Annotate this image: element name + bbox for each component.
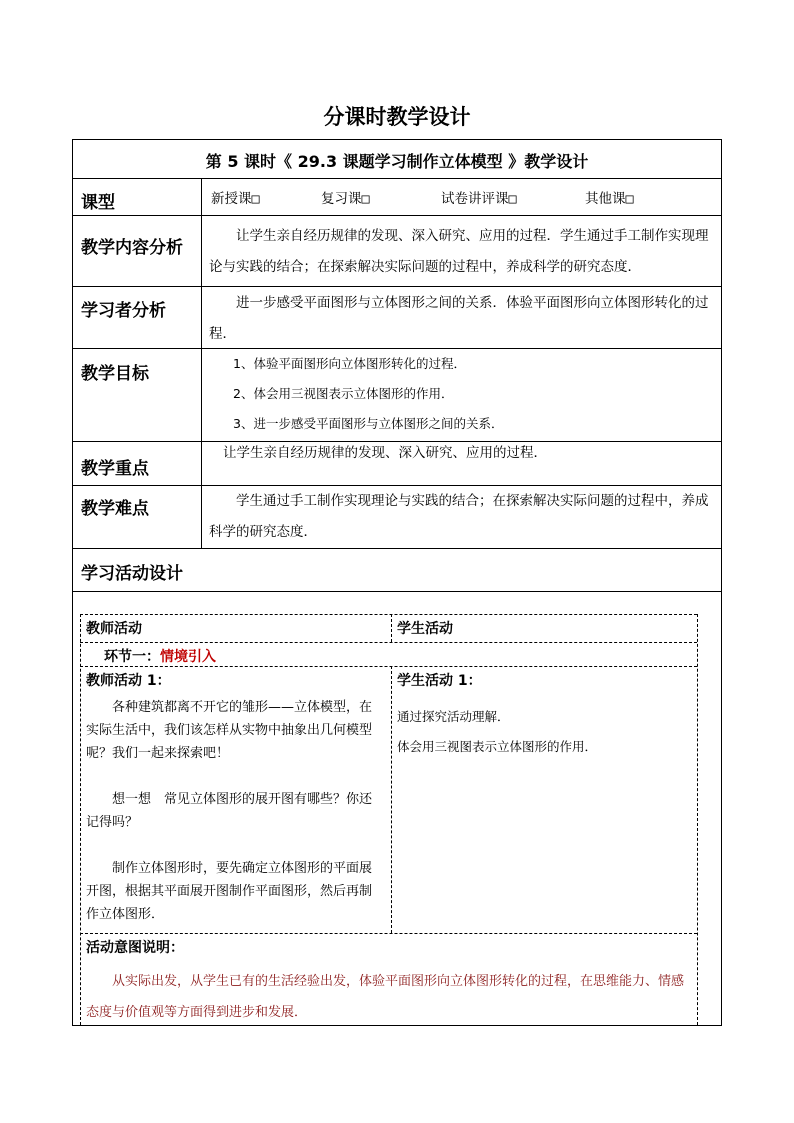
learner-analysis-text: 进一步感受平面图形与立体图形之间的关系．体验平面图形向立体图形转化的过程． bbox=[209, 295, 709, 342]
segment-title: 环节一：情境引入 bbox=[104, 649, 216, 665]
goal-item: 2、体会用三视图表示立体图形的作用． bbox=[233, 386, 454, 401]
option-review: 复习课□ bbox=[321, 191, 370, 207]
content-analysis-text: 让学生亲自经历规律的发现、深入研究、应用的过程．学生通过手工制作实现理论与实践的结合；在探索解决实际问题的过程中，养成科学的研究态度． bbox=[209, 228, 709, 275]
learner-analysis-label: 学习者分析 bbox=[81, 301, 166, 321]
intent-title: 活动意图说明： bbox=[86, 940, 184, 956]
key-points-row bbox=[72, 442, 722, 486]
activity-design-label: 学习活动设计 bbox=[81, 564, 183, 584]
learner-analysis-row bbox=[72, 287, 722, 349]
lesson-header bbox=[72, 139, 722, 179]
goals-label: 教学目标 bbox=[81, 364, 149, 384]
goals-list bbox=[233, 349, 713, 439]
option-new: 新授课□ bbox=[211, 191, 260, 207]
teacher-activity-content bbox=[86, 696, 384, 926]
teacher-paragraph: 想一想 常见立体图形的展开图有哪些？你还记得吗？ bbox=[86, 792, 373, 830]
option-other: 其他课□ bbox=[585, 191, 634, 207]
teacher-activity-header: 教师活动 bbox=[86, 621, 142, 637]
goal-item: 3、进一步感受平面图形与立体图形之间的关系． bbox=[233, 416, 504, 431]
goals-row bbox=[72, 349, 722, 442]
key-points-text: 让学生亲自经历规律的发现、深入研究、应用的过程． bbox=[223, 445, 547, 461]
lesson-type-label: 课型 bbox=[81, 193, 115, 213]
teacher-paragraph: 制作立体图形时，要先确定立体图形的平面展开图，根据其平面展开图制作平面图形，然后再制作立体图形． bbox=[86, 861, 373, 922]
student-activity-content bbox=[397, 702, 689, 762]
page-title: 分课时教学设计 bbox=[323, 104, 471, 129]
content-analysis-label: 教学内容分析 bbox=[81, 238, 183, 258]
student-activity-title: 学生活动 1： bbox=[397, 673, 482, 689]
student-paragraph: 体会用三视图表示立体图形的作用． bbox=[397, 739, 598, 754]
difficulties-label: 教学难点 bbox=[81, 499, 149, 519]
option-exam-review: 试卷讲评课□ bbox=[441, 191, 517, 207]
content-analysis-row bbox=[72, 216, 722, 287]
student-activity-header: 学生活动 bbox=[397, 621, 453, 637]
lesson-title: 第 5 课时《 29.3 课题学习制作立体模型 》教学设计 bbox=[205, 152, 589, 171]
goal-item: 1、体验平面图形向立体图形转化的过程． bbox=[233, 356, 466, 371]
teacher-activity-title: 教师活动 1： bbox=[86, 673, 171, 689]
teacher-paragraph: 各种建筑都离不开它的雏形——立体模型，在实际生活中，我们该怎样从实物中抽象出几何模型呢？我们一起来探索吧！ bbox=[86, 700, 373, 761]
difficulties-row bbox=[72, 486, 722, 549]
difficulties-text: 学生通过手工制作实现理论与实践的结合；在探索解决实际问题的过程中，养成科学的研究态度． bbox=[209, 493, 709, 540]
activity-design-row bbox=[72, 549, 722, 592]
key-points-label: 教学重点 bbox=[81, 459, 149, 479]
intent-text: 从实际出发，从学生已有的生活经验出发，体验平面图形向立体图形转化的过程，在思维能力、情感态度与价值观等方面得到进步和发展． bbox=[86, 974, 685, 1020]
student-paragraph: 通过探究活动理解． bbox=[397, 709, 510, 724]
lesson-type-row bbox=[72, 179, 722, 216]
